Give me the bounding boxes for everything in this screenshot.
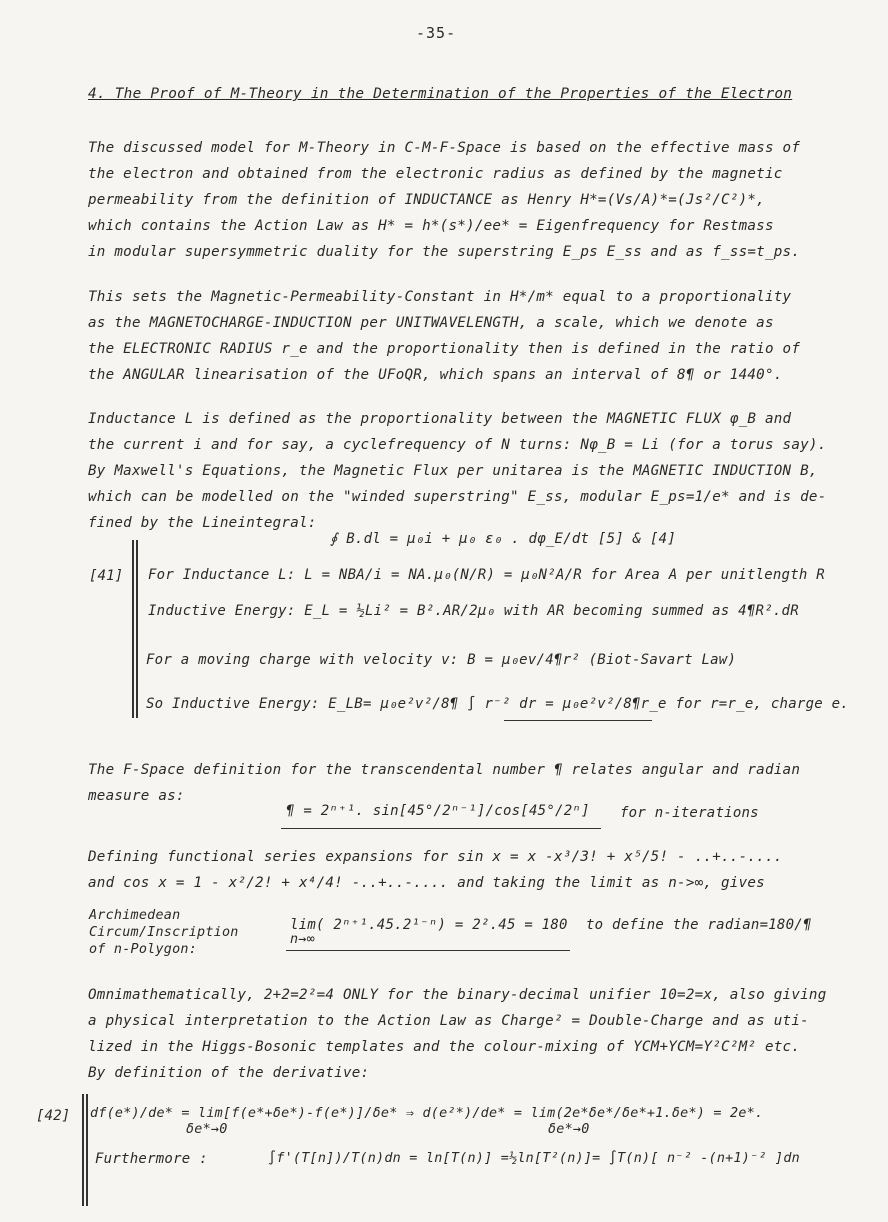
para1-line: which contains the Action Law as H* = h*(s*)/ee* = Eigenfrequency for Restmass: [88, 218, 774, 234]
para6-line: Omnimathematically, 2+2=2²=4 ONLY for the binary-decimal unifier 10=2=x, also giving: [88, 987, 827, 1003]
archimedean-limit-subscript: n→∞: [290, 932, 315, 947]
archimedean-note: to define the radian=180/¶: [586, 917, 812, 933]
para6-line: a physical interpretation to the Action Law as Charge² = Double-Charge and as uti-: [88, 1013, 809, 1029]
eq42-line: df(e*)/de* = lim[f(e*+δe*)-f(e*)]/δe* ⇒ d(e²*)/de* = lim(2e*δe*/δe*+1.δe*) = 2e*.: [90, 1106, 764, 1121]
archimedean-equation: lim( 2ⁿ⁺¹.45.2¹⁻ⁿ) = 2².45 = 180: [290, 917, 568, 933]
para1-line: in modular supersymmetric duality for the superstring E_ps E_ss and as f_ss=t_ps.: [88, 244, 801, 260]
eq41-bracket: [136, 540, 138, 718]
para2-line: the ANGULAR linearisation of the UFoQR, which spans an interval of 8¶ or 1440°.: [88, 367, 783, 383]
line-integral-equation: ∮ B.dl = μ₀i + μ₀ ε₀ . dφ_E/dt [5] & [4]: [330, 531, 677, 547]
eq41-line: For Inductance L: L = NBA/i = NA.μ₀(N/R) = μ₀N²A/R for Area A per unitlength R: [148, 567, 825, 583]
eq41-underline: [504, 720, 652, 721]
para2-line: as the MAGNETOCHARGE-INDUCTION per UNITWAVELENGTH, a scale, which we denote as: [88, 315, 774, 331]
para6-line: By definition of the derivative:: [88, 1065, 370, 1081]
para1-line: permeability from the definition of INDUCTANCE as Henry H*=(Vs/A)*=(Js²/C²)*,: [88, 192, 765, 208]
para3-line: which can be modelled on the "winded superstring" E_ss, modular E_ps=1/e* and is de-: [88, 489, 827, 505]
eq41-line: For a moving charge with velocity v: B = μ₀ev/4¶r² (Biot-Savart Law): [146, 652, 737, 668]
para3-line: By Maxwell's Equations, the Magnetic Flux per unitarea is the MAGNETIC INDUCTION B,: [88, 463, 818, 479]
archimedean-label: Circum/Inscription: [89, 925, 239, 940]
archimedean-underline: [286, 950, 570, 951]
pi-definition: ¶ = 2ⁿ⁺¹. sin[45°/2ⁿ⁻¹]/cos[45°/2ⁿ]: [286, 803, 590, 819]
para1-line: the electron and obtained from the electronic radius as defined by the magnetic: [88, 166, 783, 182]
pi-definition-note: for n-iterations: [620, 805, 759, 821]
pi-definition-underline: [281, 828, 601, 829]
archimedean-label: Archimedean: [89, 908, 181, 923]
para4-line: measure as:: [88, 788, 185, 804]
eq42-furthermore-label: Furthermore :: [95, 1151, 208, 1167]
section-title: 4. The Proof of M-Theory in the Determination of the Properties of the Electron: [88, 86, 793, 102]
archimedean-label: of n-Polygon:: [89, 942, 198, 957]
eq42-bracket: [82, 1094, 84, 1206]
para3-line: the current i and for say, a cyclefrequency of N turns: Nφ_B = Li (for a torus say).: [88, 437, 827, 453]
para3-line: Inductance L is defined as the proportionality between the MAGNETIC FLUX φ_B and: [88, 411, 792, 427]
para2-line: the ELECTRONIC RADIUS r_e and the proportionality then is defined in the ratio of: [88, 341, 801, 357]
eq42-line: ∫f'(T[n])/T(n)dn = ln[T(n)] =½ln[T²(n)]= ∫T(n)[ n⁻² -(n+1)⁻² ]dn: [268, 1151, 800, 1166]
equation-label-41: [41]: [89, 568, 124, 584]
equation-label-42: [42]: [36, 1108, 71, 1124]
page-number: -35-: [416, 24, 457, 42]
eq42-limit-subscript: δe*→0: [548, 1122, 590, 1137]
para4-line: The F-Space definition for the transcendental number ¶ relates angular and radian: [88, 762, 801, 778]
eq42-bracket: [86, 1094, 88, 1206]
eq41-bracket: [132, 540, 134, 718]
para2-line: This sets the Magnetic-Permeability-Constant in H*/m* equal to a proportionality: [88, 289, 792, 305]
para5-line: Defining functional series expansions for sin x = x -x³/3! + x⁵/5! - ..+..-....: [88, 849, 783, 865]
eq41-line: So Inductive Energy: E_LB= μ₀e²v²/8¶ ∫ r⁻² dr = μ₀e²v²/8¶r_e for r=r_e, charge e.: [146, 696, 849, 712]
para1-line: The discussed model for M-Theory in C-M-F-Space is based on the effective mass of: [88, 140, 801, 156]
eq41-line: Inductive Energy: E_L = ½Li² = B².AR/2μ₀ with AR becoming summed as 4¶R².dR: [148, 603, 799, 619]
eq42-limit-subscript: δe*→0: [186, 1122, 228, 1137]
para3-line: fined by the Lineintegral:: [88, 515, 317, 531]
para6-line: lized in the Higgs-Bosonic templates and the colour-mixing of YCM+YCM=Y²C²M² etc.: [88, 1039, 801, 1055]
para5-line: and cos x = 1 - x²/2! + x⁴/4! -..+..-.... and taking the limit as n->∞, gives: [88, 875, 765, 891]
